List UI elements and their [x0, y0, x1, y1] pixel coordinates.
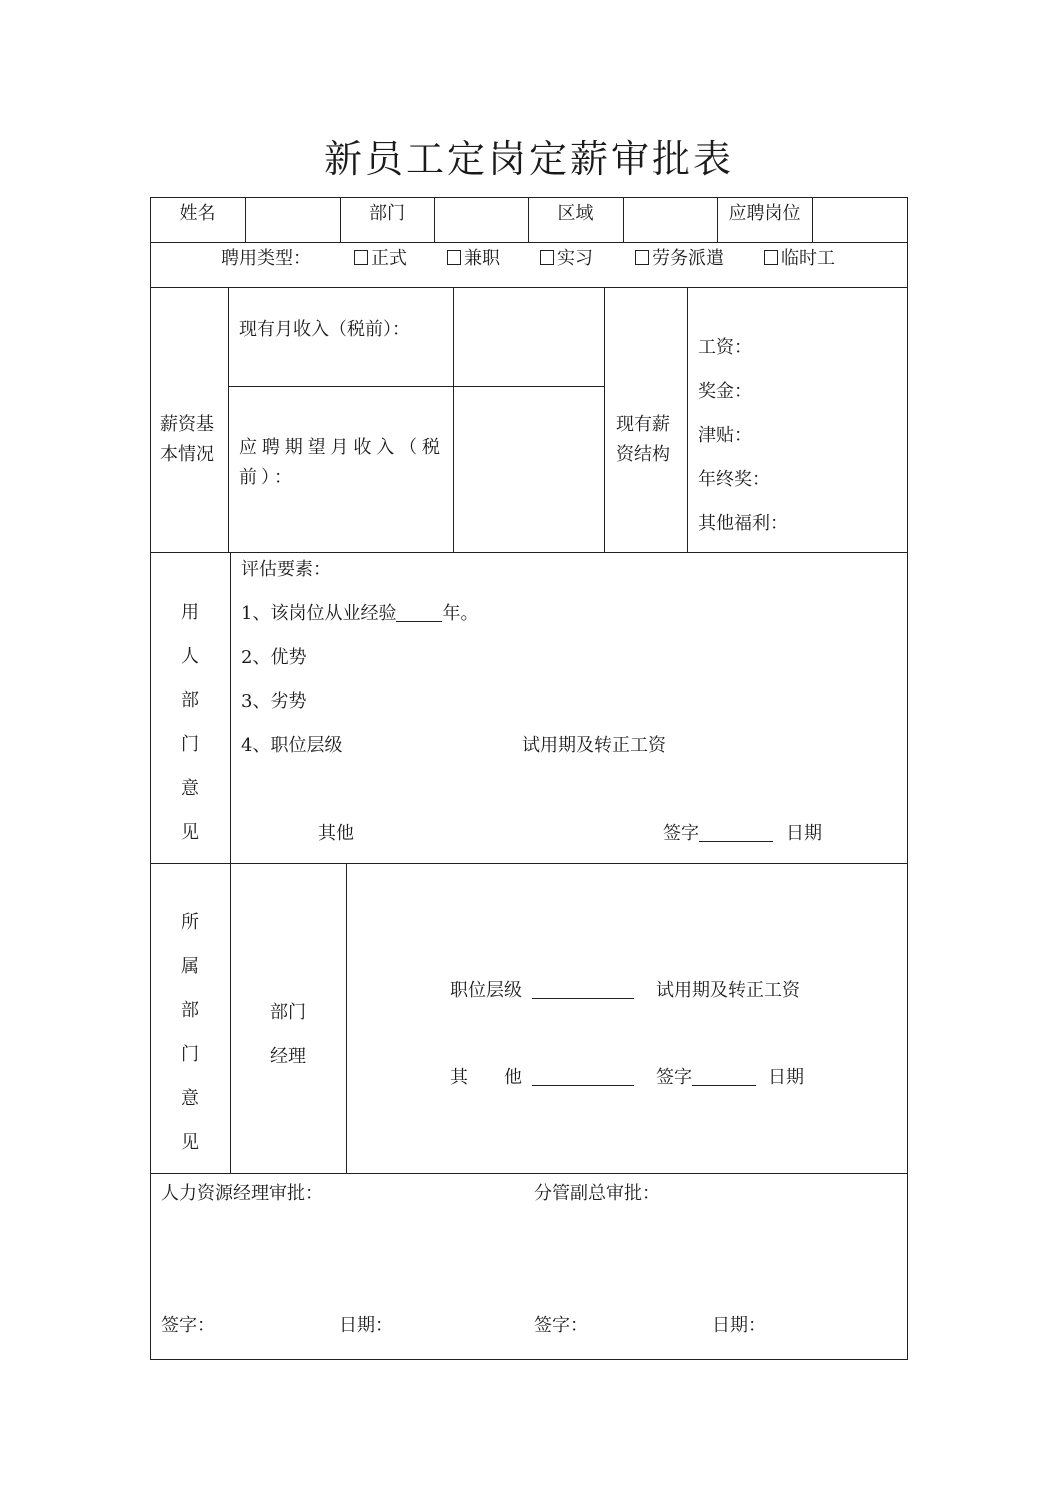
dept-manager-label: 部门: [270, 1002, 306, 1023]
dept-manager-label-2: 经理: [270, 1046, 306, 1067]
dept-other-field[interactable]: [532, 1071, 634, 1086]
table-border-left: [150, 197, 151, 1360]
checkbox-icon[interactable]: [447, 250, 461, 265]
structure-year-end-bonus: 年终奖：: [698, 469, 770, 490]
position-level-item: 4、职位层级: [241, 735, 343, 756]
dept-field[interactable]: [435, 201, 527, 237]
region-label: 区域: [557, 203, 594, 224]
row-divider: [150, 287, 908, 288]
dept-probation-label: 试用期及转正工资: [656, 980, 800, 1001]
col-divider: [228, 287, 229, 552]
employ-option-fulltime[interactable]: 正式: [354, 250, 407, 268]
structure-other-benefits: 其他福利：: [698, 513, 788, 534]
dept-position-level: 职位层级: [450, 982, 634, 1000]
vp-approval-label: 分管副总审批：: [534, 1183, 660, 1204]
vp-sign-label: 签字：: [534, 1315, 588, 1336]
checkbox-icon[interactable]: [354, 250, 368, 265]
structure-bonus: 奖金：: [698, 381, 752, 402]
hiring-sign-label: 签字: [663, 825, 773, 843]
dept-sign-field[interactable]: [692, 1071, 756, 1086]
approval-form-table: [150, 197, 908, 1360]
dept-sign-label: 签字: [656, 1069, 756, 1087]
salary-structure-label: 现有薪资结构: [616, 414, 670, 465]
table-border-top: [150, 197, 908, 198]
hr-date-label: 日期：: [339, 1315, 393, 1336]
row-divider: [150, 863, 908, 864]
page-title: 新员工定岗定薪审批表: [323, 137, 734, 181]
expected-income-field[interactable]: [454, 390, 602, 548]
position-label: 应聘岗位: [728, 203, 801, 224]
salary-section-label: 薪资基本情况: [160, 414, 214, 465]
dept-opinion-label: 所 属 部 门 意 见: [181, 912, 199, 1153]
hiring-sign-field[interactable]: [699, 827, 773, 842]
row-divider: [150, 1173, 908, 1174]
structure-wage: 工资：: [698, 337, 752, 358]
dept-position-level-field[interactable]: [532, 984, 634, 999]
name-label: 姓名: [179, 203, 216, 224]
checkbox-icon[interactable]: [540, 250, 554, 265]
experience-years-field[interactable]: [396, 607, 442, 622]
vp-date-label: 日期：: [712, 1315, 766, 1336]
current-income-field[interactable]: [454, 291, 602, 383]
row-divider: [228, 386, 604, 387]
region-field[interactable]: [624, 201, 716, 237]
employ-option-temporary[interactable]: 临时工: [764, 250, 835, 268]
employ-option-intern[interactable]: 实习: [540, 250, 593, 268]
table-border-bottom: [150, 1359, 908, 1360]
position-field[interactable]: [813, 201, 906, 237]
hiring-date-label: 日期: [786, 823, 822, 844]
employ-option-dispatch[interactable]: 劳务派遣: [635, 250, 724, 268]
row-divider: [150, 552, 908, 553]
weaknesses-item: 3、劣势: [241, 691, 307, 712]
evaluation-factors-label: 评估要素：: [241, 559, 331, 580]
table-border-right: [907, 197, 908, 1360]
col-divider: [604, 287, 605, 552]
hr-sign-label: 签字：: [161, 1315, 215, 1336]
structure-allowance: 津贴：: [698, 425, 752, 446]
probation-salary-label: 试用期及转正工资: [522, 735, 666, 756]
checkbox-icon[interactable]: [764, 250, 778, 265]
dept-label: 部门: [369, 203, 405, 224]
employ-option-parttime[interactable]: 兼职: [447, 250, 500, 268]
hiring-dept-opinion-label: 用 人 部 门 意 见: [181, 602, 199, 843]
other-label: 其他: [318, 823, 354, 844]
experience-item: 1、该岗位从业经验 年。: [241, 603, 479, 624]
row-divider: [150, 242, 908, 243]
hr-approval-label: 人力资源经理审批：: [161, 1183, 323, 1204]
current-income-label: 现有月收入（税前）：: [239, 319, 410, 340]
col-divider: [230, 552, 231, 863]
dept-other: 其 他: [450, 1069, 634, 1087]
expected-income-label: 应聘期望月收入（税前）：: [239, 437, 444, 488]
name-field[interactable]: [246, 201, 339, 237]
checkbox-icon[interactable]: [635, 250, 649, 265]
dept-date-label: 日期: [768, 1067, 804, 1088]
col-divider: [346, 863, 347, 1173]
employ-type-label: 聘用类型：: [221, 248, 311, 269]
strengths-item: 2、优势: [241, 647, 307, 668]
col-divider: [687, 287, 688, 552]
